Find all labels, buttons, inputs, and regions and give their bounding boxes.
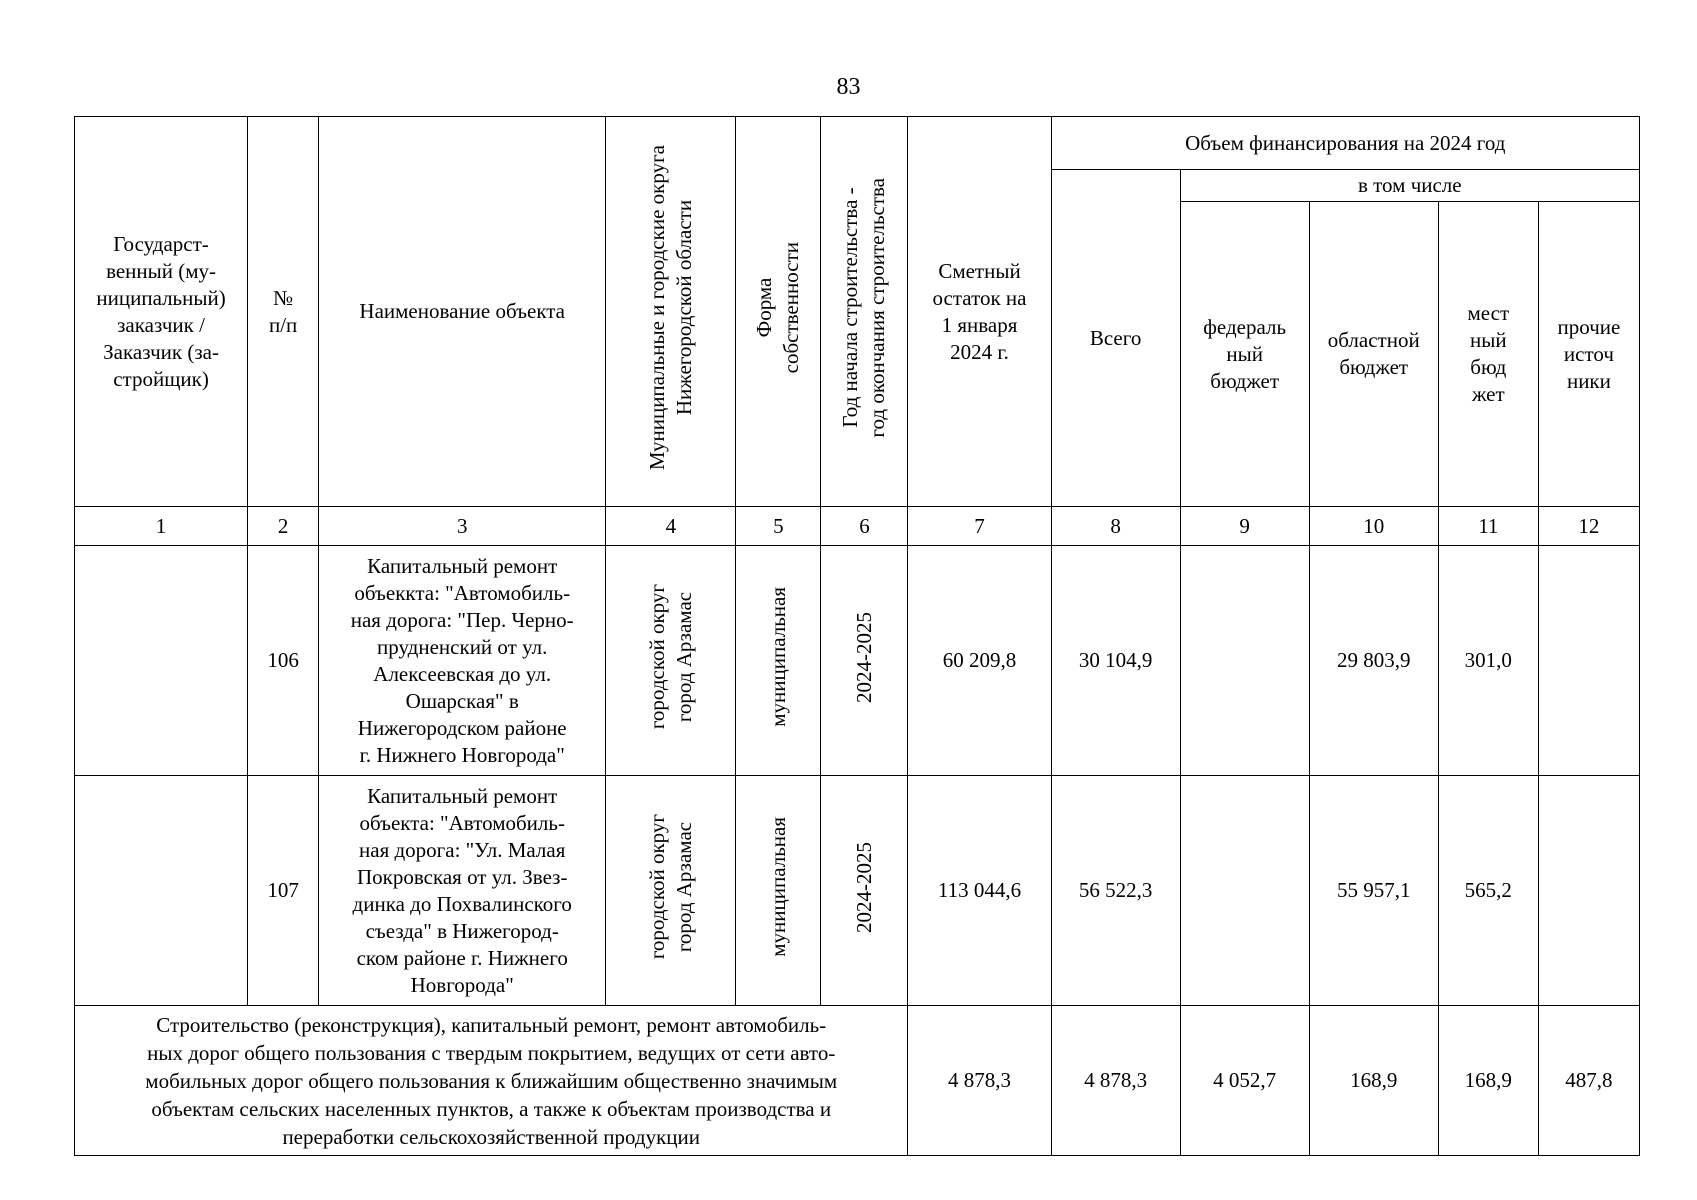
row-number: 106 (248, 546, 319, 776)
row-regional: 29 803,9 (1309, 546, 1438, 776)
row-object-name: Капитальный ремонт объекта: "Автомобиль- ная дорога: "Ул. Малая Покровская от ул. Звез- динка до Похвалинского съезда" в Нижегород- ском районе г. Нижнего Новгорода" (319, 776, 606, 1006)
header-customer: Государст- венный (му- ниципальный) заказчик / Заказчик (за- стройщик) (75, 117, 248, 507)
column-number: 5 (736, 507, 821, 546)
row-customer (75, 776, 248, 1006)
header-municipality (606, 117, 736, 507)
row-local: 301,0 (1438, 546, 1538, 776)
row-ownership-text: муниципальная (765, 817, 790, 957)
row-federal (1180, 546, 1309, 776)
header-local: мест ный бюд жет (1438, 202, 1538, 507)
column-number: 4 (606, 507, 736, 546)
summary-total: 4 878,3 (1051, 1006, 1180, 1156)
financing-table (74, 116, 1640, 1156)
row-estimate: 60 209,8 (908, 546, 1051, 776)
column-number: 7 (908, 507, 1051, 546)
row-total: 30 104,9 (1051, 546, 1180, 776)
row-local: 565,2 (1438, 776, 1538, 1006)
row-years (821, 776, 908, 1006)
row-years-text: 2024-2025 (851, 611, 876, 703)
column-number: 1 (75, 507, 248, 546)
header-years-text: Год начала строительства - год окончания строительства (838, 178, 890, 438)
row-municipality (606, 546, 736, 776)
header-ownership-text: Форма собственности (752, 242, 804, 374)
row-years (821, 546, 908, 776)
header-object-name: Наименование объекта (319, 117, 606, 507)
table-row (75, 776, 1640, 1006)
header-including: в том числе (1180, 170, 1639, 202)
header-row-number: № п/п (248, 117, 319, 507)
row-ownership-text: муниципальная (765, 587, 790, 727)
row-municipality-text: городской округ город Арзамас (644, 814, 696, 960)
summary-local: 168,9 (1438, 1006, 1538, 1156)
summary-federal: 4 052,7 (1180, 1006, 1309, 1156)
page-number: 83 (836, 74, 861, 100)
column-number: 6 (821, 507, 908, 546)
row-federal (1180, 776, 1309, 1006)
row-other (1538, 546, 1639, 776)
column-number: 11 (1438, 507, 1538, 546)
column-number: 12 (1538, 507, 1639, 546)
row-object-name: Капитальный ремонт объеккта: "Автомобиль- ная дорога: "Пер. Черно- прудненский от ул. Алексеевская до ул. Ошарская" в Нижегородском районе г. Нижнего Новгорода" (319, 546, 606, 776)
table-row (75, 546, 1640, 776)
row-estimate: 113 044,6 (908, 776, 1051, 1006)
header-municipality-text: Муниципальные и городские округа Нижегородской области (644, 145, 696, 471)
summary-regional: 168,9 (1309, 1006, 1438, 1156)
header-federal: федераль ный бюджет (1180, 202, 1309, 507)
header-estimate: Сметный остаток на 1 января 2024 г. (908, 117, 1051, 507)
row-other (1538, 776, 1639, 1006)
row-customer (75, 546, 248, 776)
summary-estimate: 4 878,3 (908, 1006, 1051, 1156)
row-regional: 55 957,1 (1309, 776, 1438, 1006)
header-years (821, 117, 908, 507)
column-number-row (75, 507, 1640, 546)
header-total: Всего (1051, 170, 1180, 507)
column-number: 3 (319, 507, 606, 546)
column-number: 8 (1051, 507, 1180, 546)
header-other: прочие источ ники (1538, 202, 1639, 507)
header-funding-title: Объем финансирования на 2024 год (1051, 117, 1639, 170)
summary-label: Строительство (реконструкция), капитальный ремонт, ремонт автомобиль- ных дорог общего пользования с твердым покрытием, ведущих от сети авто- мобильных дорог общего пользования к ближайшим общественно значимым объектам сельских населенных пунктов, а также к объектам производства и переработки сельскохозяйственной продукции (75, 1006, 908, 1156)
column-number: 9 (1180, 507, 1309, 546)
header-ownership (736, 117, 821, 507)
row-number: 107 (248, 776, 319, 1006)
row-municipality (606, 776, 736, 1006)
summary-other: 487,8 (1538, 1006, 1639, 1156)
row-years-text: 2024-2025 (851, 841, 876, 933)
row-ownership (736, 776, 821, 1006)
row-total: 56 522,3 (1051, 776, 1180, 1006)
column-number: 2 (248, 507, 319, 546)
row-municipality-text: городской округ город Арзамас (644, 584, 696, 730)
row-ownership (736, 546, 821, 776)
column-number: 10 (1309, 507, 1438, 546)
header-regional: областной бюджет (1309, 202, 1438, 507)
summary-row (75, 1006, 1640, 1156)
